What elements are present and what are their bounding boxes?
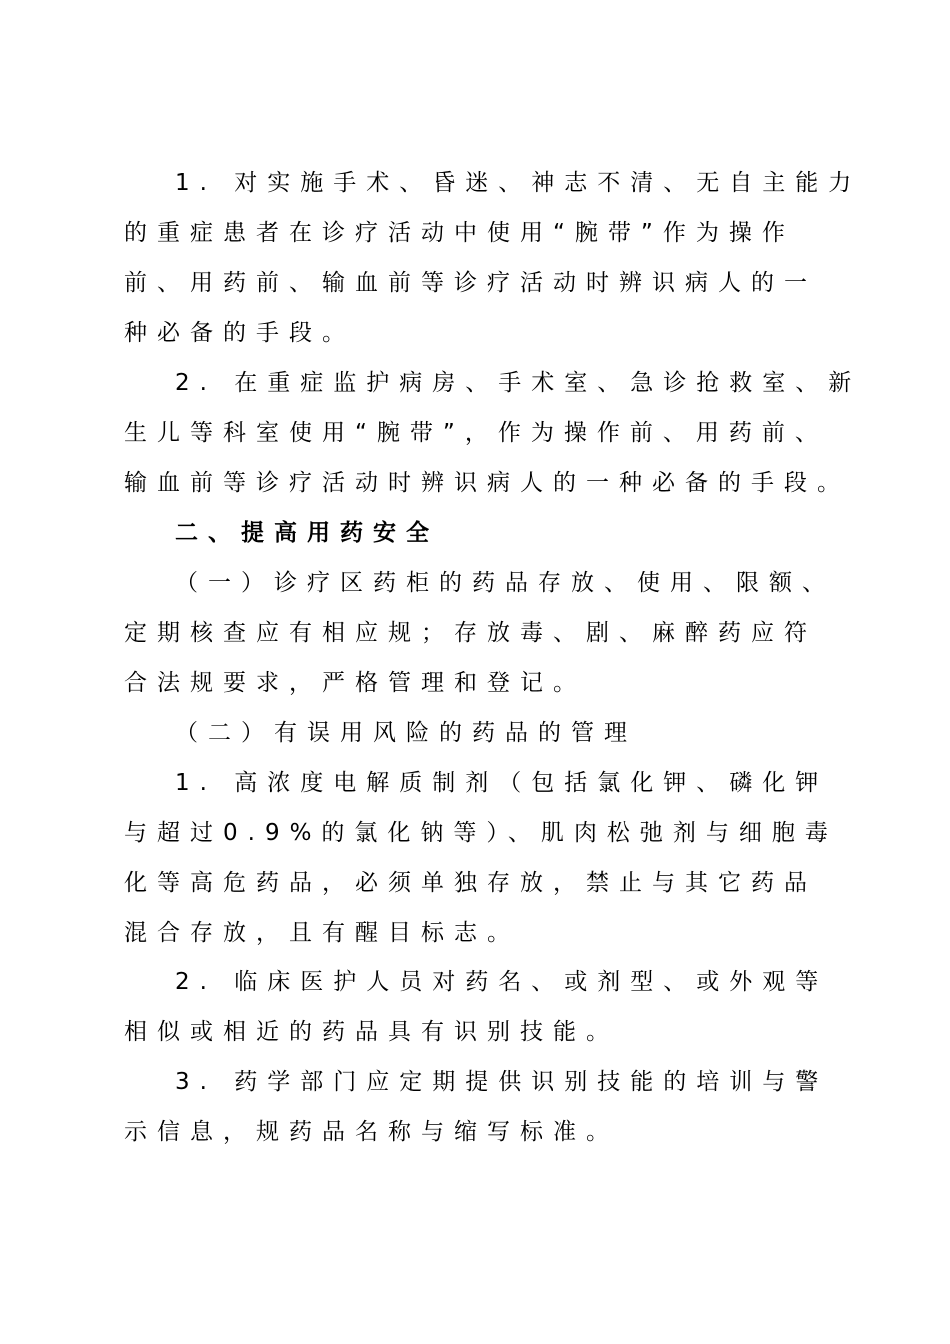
paragraph-line-11: 合法规要求，严格管理和登记。: [124, 670, 586, 696]
subsection-heading: （二）有误用风险的药品的管理: [175, 720, 637, 746]
paragraph-line-16: 混合存放，且有醒目标志。: [124, 920, 520, 946]
paragraph-line-20: 示信息，规药品名称与缩写标准。: [124, 1119, 619, 1145]
paragraph-line-19: 3. 药学部门应定期提供识别技能的培训与警: [175, 1069, 829, 1095]
paragraph-line-2: 的重症患者在诊疗活动中使用“腕带”作为操作: [124, 220, 795, 246]
paragraph-line-7: 输血前等诊疗活动时辨识病人的一种必备的手段。: [124, 470, 850, 496]
paragraph-line-5: 2. 在重症监护病房、手术室、急诊抢救室、新: [175, 370, 862, 396]
paragraph-line-3: 前、用药前、输血前等诊疗活动时辨识病人的一: [124, 270, 817, 296]
paragraph-line-18: 相似或相近的药品具有识别技能。: [124, 1019, 619, 1045]
paragraph-line-13: 1. 高浓度电解质制剂（包括氯化钾、磷化钾: [175, 770, 829, 796]
section-heading: 二、提高用药安全: [175, 520, 439, 546]
paragraph-line-9: （一）诊疗区药柜的药品存放、使用、限额、: [175, 570, 835, 596]
paragraph-line-10: 定期核查应有相应规；存放毒、剧、麻醉药应符: [124, 620, 817, 646]
paragraph-line-4: 种必备的手段。: [124, 320, 355, 346]
paragraph-line-1: 1. 对实施手术、昏迷、神志不清、无自主能力: [175, 170, 862, 196]
paragraph-line-6: 生儿等科室使用“腕带”，作为操作前、用药前、: [124, 420, 828, 446]
paragraph-line-17: 2. 临床医护人员对药名、或剂型、或外观等: [175, 969, 829, 995]
paragraph-line-14: 与超过0.9%的氯化钠等）、肌肉松弛剂与细胞毒: [124, 820, 838, 846]
paragraph-line-15: 化等高危药品，必须单独存放，禁止与其它药品: [124, 870, 817, 896]
